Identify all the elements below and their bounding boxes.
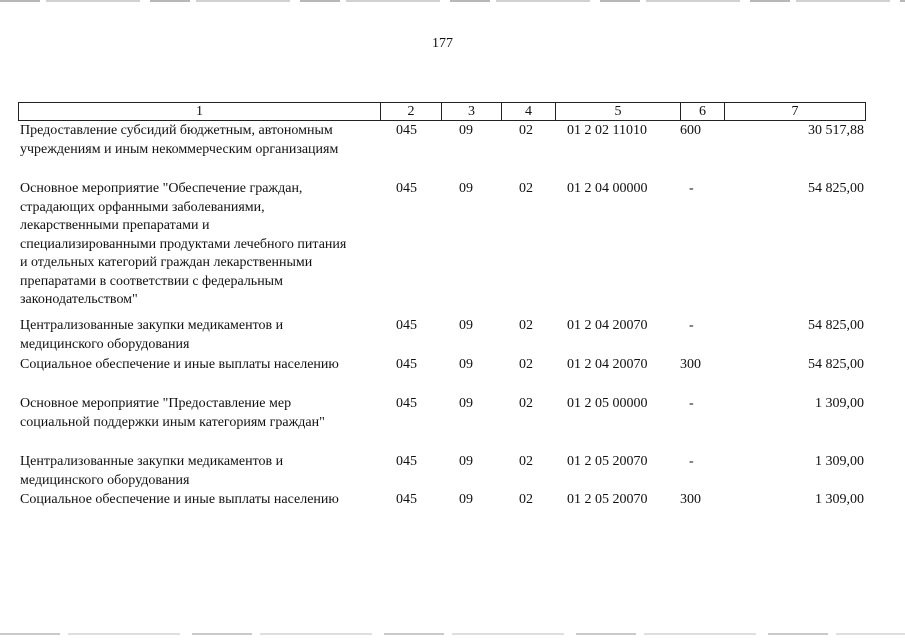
row-name: [20, 356, 380, 375]
row-name-line: учреждениям и иным некоммерческим организациям: [20, 141, 339, 157]
cell-col-4: 02: [519, 123, 533, 138]
header-col-4: 4: [501, 103, 555, 120]
row-name: [20, 317, 380, 354]
header-col-1: 1: [196, 104, 203, 119]
row-name-line: Предоставление субсидий бюджетным, автономным: [20, 123, 333, 138]
row-name: [20, 395, 380, 432]
cell-col-5: 01 2 04 20070: [567, 357, 648, 372]
cell-col-4: 02: [519, 492, 533, 507]
header-col-6: 6: [680, 103, 724, 120]
cell-col-7: 30 517,88: [808, 123, 864, 138]
cell-col-4: 02: [519, 357, 533, 372]
header-col-3: 3: [441, 103, 501, 120]
header-col-5: 5: [555, 103, 680, 120]
cell-col-6: -: [689, 454, 694, 469]
row-name: [20, 491, 380, 510]
row-name-line: лекарственными препаратами и: [20, 218, 210, 233]
row-name: [20, 180, 380, 310]
cell-col-3: 09: [459, 357, 473, 372]
scan-edge-top: [0, 0, 905, 2]
row-name-line: Основное мероприятие "Предоставление мер: [20, 396, 292, 411]
cell-col-3: 09: [459, 318, 473, 333]
cell-col-2: 045: [396, 123, 417, 138]
page-number: 177: [432, 36, 453, 51]
cell-col-6: -: [689, 318, 694, 333]
cell-col-5: 01 2 04 00000: [567, 181, 648, 196]
cell-col-5: 01 2 05 20070: [567, 454, 648, 469]
cell-col-4: 02: [519, 181, 533, 196]
row-name-line: Централизованные закупки медикаментов и: [20, 318, 284, 333]
cell-col-5: 01 2 04 20070: [567, 318, 648, 333]
cell-col-7: 1 309,00: [815, 492, 864, 507]
cell-col-6: -: [689, 181, 694, 196]
row-name-line: специализированными продуктами лечебного питания: [20, 236, 347, 252]
cell-col-4: 02: [519, 396, 533, 411]
cell-col-2: 045: [396, 357, 417, 372]
row-name-line: Централизованные закупки медикаментов и: [20, 454, 284, 469]
header-col-7: 7: [724, 103, 865, 120]
row-name: [20, 122, 380, 159]
cell-col-5: 01 2 02 11010: [567, 123, 647, 138]
table-header: [18, 102, 866, 121]
row-name-line: медицинского оборудования: [20, 336, 190, 352]
row-name-line: законодательством": [20, 292, 138, 307]
cell-col-5: 01 2 05 00000: [567, 396, 648, 411]
cell-col-6: 300: [680, 357, 701, 372]
row-name-line: медицинского оборудования: [20, 472, 190, 488]
row-name-line: Социальное обеспечение и иные выплаты населению: [20, 492, 339, 507]
cell-col-3: 09: [459, 123, 473, 138]
row-name-line: страдающих орфанными заболеваниями,: [20, 199, 265, 215]
cell-col-6: 300: [680, 492, 701, 507]
cell-col-6: -: [689, 396, 694, 411]
cell-col-2: 045: [396, 492, 417, 507]
cell-col-5: 01 2 05 20070: [567, 492, 648, 507]
header-col-2: 2: [380, 103, 441, 120]
cell-col-7: 1 309,00: [815, 396, 864, 411]
cell-col-3: 09: [459, 492, 473, 507]
cell-col-2: 045: [396, 181, 417, 196]
row-name-line: Социальное обеспечение и иные выплаты населению: [20, 357, 339, 372]
row-name-line: и отдельных категорий граждан лекарственными: [20, 255, 313, 270]
cell-col-6: 600: [680, 123, 701, 138]
cell-col-4: 02: [519, 318, 533, 333]
cell-col-3: 09: [459, 181, 473, 196]
cell-col-2: 045: [396, 454, 417, 469]
cell-col-7: 54 825,00: [808, 357, 864, 372]
cell-col-2: 045: [396, 396, 417, 411]
cell-col-3: 09: [459, 396, 473, 411]
cell-col-7: 1 309,00: [815, 454, 864, 469]
scan-edge-bottom: [0, 633, 905, 635]
row-name: [20, 453, 380, 490]
cell-col-7: 54 825,00: [808, 318, 864, 333]
cell-col-2: 045: [396, 318, 417, 333]
row-name-line: Основное мероприятие "Обеспечение граждан,: [20, 181, 303, 196]
cell-col-3: 09: [459, 454, 473, 469]
cell-col-4: 02: [519, 454, 533, 469]
row-name-line: препаратами в соответствии с федеральным: [20, 273, 283, 289]
row-name-line: социальной поддержки иным категориям граждан": [20, 414, 325, 430]
cell-col-7: 54 825,00: [808, 181, 864, 196]
